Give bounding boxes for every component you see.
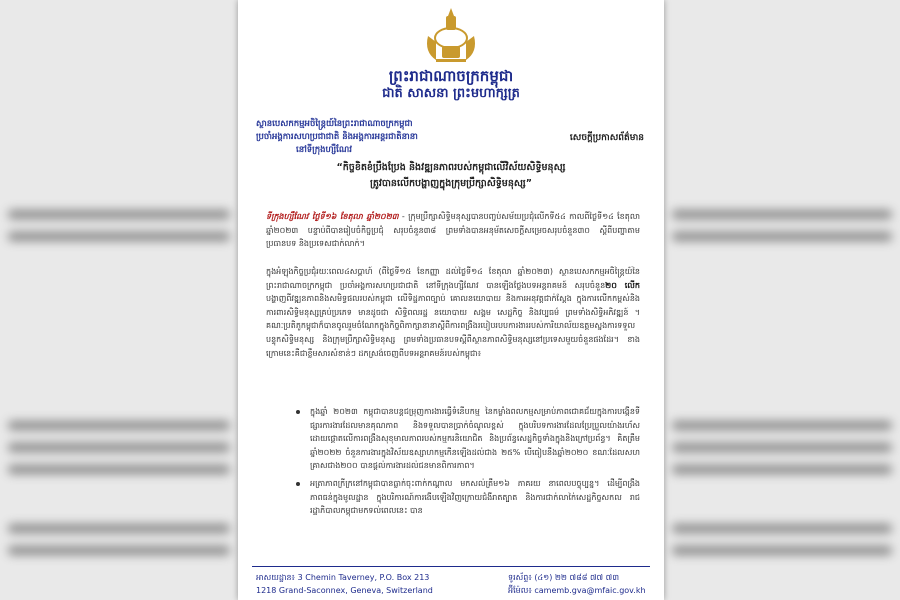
page-footer bbox=[238, 566, 664, 600]
document-headline bbox=[278, 160, 624, 192]
body-paragraph bbox=[266, 265, 640, 360]
list-item-text: អត្រាភាពក្រីក្រនៅកម្ពុជាបានធ្លាក់ចុះពាក់កណ្តាល មកសល់ត្រឹម១៦ ភាគរយ នាពេលបច្ចុប្បន្ន។ ដើម្បីពង្រឹងភាពធន់ក្នុងមូលដ្ឋាន ក្នុងបរិការណ៍ការងើបឡើងវិញក្រោយជំងឺរាតត្បាត និងការជាក់លាក់ៃសេដ្ឋកិច្ចសកល រាជរដ្ឋាភិបាលកម្ពុជាមកទល់ពេលនេះ បាន bbox=[310, 478, 640, 516]
footer-divider bbox=[252, 566, 650, 567]
headline-line: “កិច្ចខិតខំប្រឹងប្រែង និងវឌ្ឍនភាពរបស់កម្ពុជាលើវិស័យសិទ្ធិមនុស្ស bbox=[336, 162, 566, 173]
key-points-list bbox=[266, 405, 640, 522]
body-text: បង្ហាញពីវឌ្ឍនភាពនិងសមិទ្ធផលរបស់កម្ពុជា លើទិដ្ឋភាពច្បាប់ គោលនយោបាយ និងការអនុវត្តជាក់ស្តែង ក្នុងការលើកកម្ពស់និងការពារសិទ្ធិមនុស្សគ្រប់ប្រភេទ មានដូចជា សិទ្ធិពលរដ្ឋ នយោបាយ សង្គម សេដ្ឋកិច្ច និងវប្បធម៌ ព្រមទាំងសិទ្ធិអភិវឌ្ឍន៍ ។ គណៈប្រតិភូកម្ពុជាក៏បានចូលរួមចំណែកក្នុងកិច្ចពិភាក្សានានាស្តីពីការពង្រឹងរបៀបរបបការងាររបស់ការិយាល័យឧត្តមស្នងការទទួលបន្ទុកសិទ្ធិមនុស្ស និងក្រុមប្រឹក្សាសិទ្ធិមនុស្ស ព្រមទាំងប្រធានបទស្តីពីស្ថានភាពសិទ្ធិមនុស្សនៅប្រទេសមួយចំនួនផងដែរ។ ខាងក្រោមនេះគឺជាខ្លឹមសារសំខាន់ៗ ដកស្រង់ចេញពីបទអន្តរាគមន៍របស់កម្ពុជា៖ bbox=[266, 294, 640, 358]
footer-contact bbox=[508, 571, 646, 597]
body-text: ក្នុងអំឡុងកិច្ចប្រជុំរយៈពេល៤សប្តាហ៍ (ពីថ្ងៃទី១៥ ខែកញ្ញា ដល់ថ្ងៃទី១៤ ខែតុលា ឆ្នាំ២០២៣) ស្ថានបេសកកម្មអចិន្ត្រៃយ៍នៃព្រះរាជាណាចក្រកម្ពុជា ប្រចាំអង្គការសហប្រជាជាតិ នៅទីក្រុងហ្សឺណែវ បានឡើងថ្លែងបទអន្តរាគមន៍ សរុបចំនួន bbox=[266, 267, 640, 290]
list-item bbox=[266, 405, 640, 473]
address-line: អាសយដ្ឋាន៖ 3 Chemin Taverney, P.O. Box 213 bbox=[256, 573, 430, 582]
list-item-text: ក្នុងឆ្នាំ ២០២៣ កម្ពុជាបានបន្តជម្រុញការងារធ្វើទំនើបកម្ម នៃកម្លាំងពលកម្មសម្រាប់ភាពជោគជ័យក្នុងការបង្កើនទីផ្សារការងារដែលមានគុណភាព និងទទួលបានប្រាក់ចំណូលខ្ពស់ ក្នុងបរិបទការងារដែលប្រែប្រួលយ៉ាងរហ័ស ដោយផ្តោតលើការពង្រឹងសុខុមាលភាពរបស់កម្មករនិយោជិត និងប្រព័ន្ធសេដ្ឋកិច្ចទាំងក្នុងនិងក្រៅប្រព័ន្ធ។ គិតត្រឹមឆ្នាំ២០២២ ចំនួនការងារក្នុងវិស័យឧស្សាហកម្មកើនឡើងដល់ជាង ២៥% បើធៀបនឹងឆ្នាំ២០២០ ខណៈដែលសហគ្រាសជាង២០០ បានផ្តល់ការងារដល់ជនមានពិការភាព។ bbox=[310, 407, 640, 471]
dateline: ទីក្រុងហ្សឺណែវ ថ្ងៃទី១៦ ខែតុលា ឆ្នាំ២០២៣ bbox=[266, 212, 399, 221]
headline-line: ត្រូវបានលើកបង្ហាញក្នុងក្រុមប្រឹក្សាសិទ្ធិមនុស្ស” bbox=[370, 178, 532, 189]
mission-line: ស្ថានបេសកកម្មអចិន្ត្រៃយ៍នៃព្រះរាជាណាចក្រកម្ពុជា bbox=[256, 119, 413, 129]
footer-address bbox=[256, 571, 433, 597]
blurred-background-left bbox=[0, 0, 238, 600]
kingdom-title: ព្រះរាជាណាចក្រកម្ពុជា bbox=[388, 67, 514, 85]
national-motto: ជាតិ សាសនា ព្រះមហាក្សត្រ bbox=[382, 86, 520, 101]
royal-emblem-icon bbox=[422, 6, 480, 64]
blurred-background-right bbox=[664, 0, 900, 600]
mission-name bbox=[256, 118, 456, 157]
list-item bbox=[266, 477, 640, 518]
bullet-icon bbox=[296, 410, 300, 414]
document-page bbox=[238, 0, 664, 600]
body-bold-count: ២០ លើក bbox=[605, 280, 640, 290]
intro-text: - ក្រុមប្រឹក្សាសិទ្ធិមនុស្សបានបញ្ចប់សម័យប្រជុំលើកទី៥៤ កាលពីថ្ងៃទី១៤ ខែតុលា ឆ្នាំ២០២៣ បន្ទាប់ពីបានរៀបចំកិច្ចប្រជុំ សរុបចំនួន៣៨ ព្រមទាំងបានអនុម័តសេចក្តីសម្រេចសរុបចំនួន៣០ ស្តីពីបញ្ហាតាមប្រធានបទ និងប្រទេសជាក់លាក់។ bbox=[266, 212, 640, 249]
address-line: 1218 Grand-Saconnex, Geneva, Switzerland bbox=[256, 586, 433, 595]
mission-line: ប្រចាំអង្គការសហប្រជាជាតិ និងអង្គការអន្តរជាតិនានា bbox=[256, 132, 418, 142]
email-address: អ៊ីម៉ែល៖ camemb.gva@mfaic.gov.kh bbox=[508, 586, 646, 595]
mission-line: នៅទីក្រុងហ្សឺណែវ bbox=[296, 145, 352, 155]
bullet-icon bbox=[296, 482, 300, 486]
phone-number: ទូរស័ព្ទ៖ (៤១) ២២ ៧៨៨ ៧៧ ៧៣ bbox=[508, 573, 620, 582]
press-release-label: សេចក្តីប្រកាសព័ត៌មាន bbox=[569, 133, 644, 143]
intro-paragraph bbox=[266, 210, 640, 251]
